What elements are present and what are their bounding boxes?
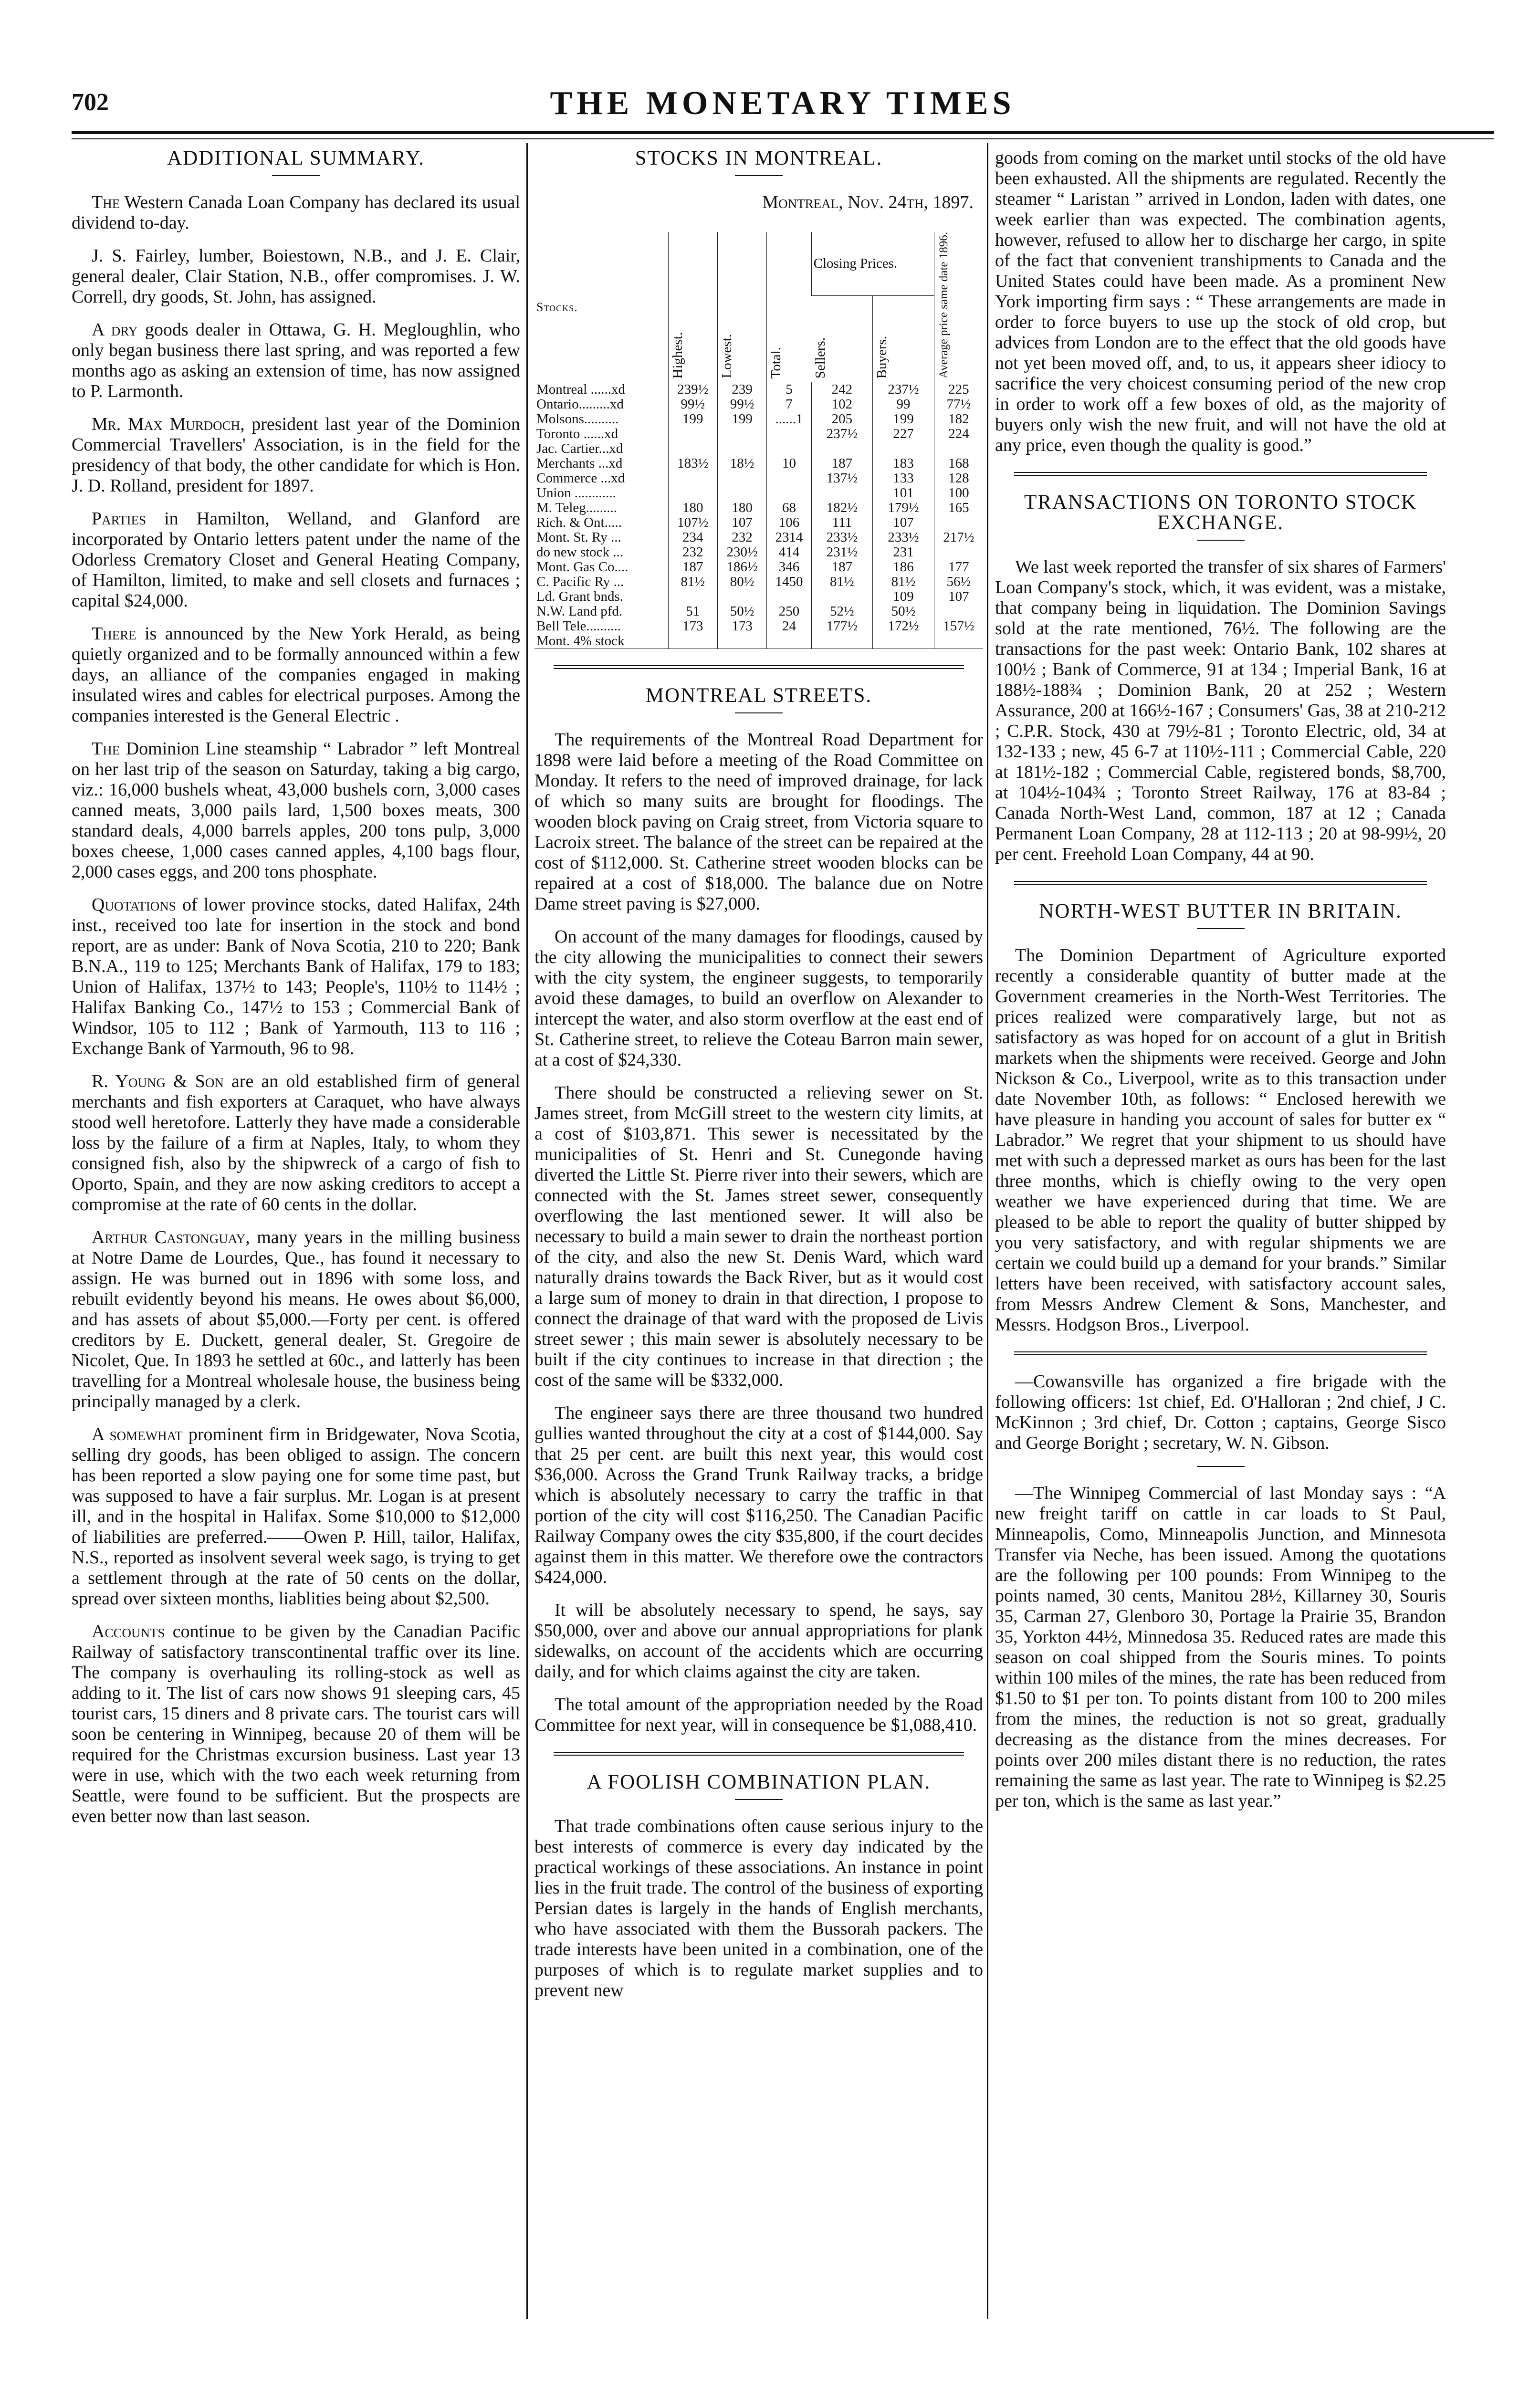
butter-paragraph: The Dominion Department of Agriculture exported recently a considerable quantity of butter made at the Government creameries in the North-West Territories. The prices realized were comparatively large, but not as satisfactory as was hoped for on account of a glut in British markets when the shipments were received. George and John Nickson & Co., Liverpool, write as to this transaction under date November 10th, as follows: “ Enclosed herewith we have pleasure in handing you account of sales for butter ex “ Labrador.” We regret that your shipment to us should have met with such a depressed market as ours has been for the last three months, which is chiefly owing to the very open weather we have experienced during that time. We are pleased to be able to report the quality of butter shipped by you very satisfactory, and with regular shipments we are certain we could build up a demand for your brands.” Similar letters have been received, with satisfactory account sales, from Messrs Andrew Clement & Sons, Manchester, and Messrs. Hodgson Bros., Liverpool. (995, 945, 1446, 1335)
stock-value-cell: 99 (873, 397, 934, 412)
stock-name-cell: Toronto ......xd (536, 426, 618, 442)
stock-name-cell: Ontario.........xd (536, 397, 624, 412)
stock-value-cell: 225 (934, 382, 983, 398)
additional-summary-heading: ADDITIONAL SUMMARY. (167, 147, 425, 169)
paragraph-text: J. S. Fairley, lumber, Boiestown, N.B., and J. E. Clair, general dealer, Clair Station, N.B., offer compromises. J. W. Correll, dry goods, St. John, has assigned. (72, 246, 520, 307)
streets-paragraph: There should be constructed a relieving sewer on St. James street, from McGill street to the western city limits, at a cost of $103,871. This sewer is necessitated by the municipalities of St. Henri and St. Cunegonde having diverted the Little St. Pierre river into their sewers, which are connected with the St. James street sewer, consequently overflowing the last mentioned sewer. It will also be necessary to build a main sewer to drain the northeast portion of the city, and also the new St. Denis Ward, which ward naturally drains towards the Back River, but as it would cost a large sum of money to drain in that direction, I propose to connect the drainage of that ward with the proposed de Livis street sewer ; this main sewer is absolutely necessary to be built if the city continues to increase in that direction ; the cost of the same will be $332,000. (534, 1083, 983, 1391)
closing-prices-header: Closing Prices. (811, 232, 934, 296)
stock-value-cell: 233½ (811, 530, 873, 545)
stock-value-cell: 111 (811, 515, 873, 530)
stock-value-cell: 179½ (873, 501, 934, 515)
average-label: Average price same date 1896. (937, 232, 950, 379)
stock-value-cell: 106 (767, 515, 811, 530)
stock-value-cell: 24 (767, 619, 811, 634)
stock-value-cell: 107½ (668, 515, 717, 530)
paragraph-lead: Mr. Max Murdoch, (92, 414, 245, 434)
stock-value-cell: 173 (717, 619, 766, 634)
stock-row (534, 634, 983, 649)
summary-paragraph-5 (72, 624, 520, 726)
additional-summary-body (72, 192, 520, 1827)
paragraph-text: goods dealer in Ottawa, G. H. Megloughlin, who only began business there last spring, and was reported a few months ago as asking an extension of time, has now assigned to P. Larmonth. (72, 320, 520, 401)
paragraph-text: president last year of the Dominion Commercial Travellers' Association, is in the field for the presidency of that body, the other candidate for which is Hon. J. D. Rolland, president for 1897. (72, 414, 520, 496)
stock-value-cell: 2314 (767, 530, 811, 545)
stock-name-cell: Commerce ...xd (536, 471, 625, 486)
stock-value-cell (668, 486, 717, 501)
stock-value-cell (767, 486, 811, 501)
stock-row (534, 501, 983, 515)
stock-value-cell (717, 441, 766, 456)
stock-value-cell (717, 589, 766, 604)
stock-value-cell: 239½ (668, 382, 717, 398)
highest-label: Highest. (670, 332, 685, 379)
stock-value-cell: 81½ (873, 575, 934, 589)
stock-value-cell: 51 (668, 604, 717, 619)
summary-paragraph-3 (72, 414, 520, 496)
average-column-header (934, 232, 983, 382)
streets-paragraph: It will be absolutely necessary to spend, he says, say $50,000, over and above our annual appropriations for plank sidewalks, on account of the accidents which are occurring daily, and for which claims against the city are taken. (534, 1600, 983, 1682)
stock-row (534, 427, 983, 441)
lowest-label: Lowest. (719, 334, 734, 379)
buyers-column-header (873, 296, 934, 382)
summary-paragraph-9 (72, 1227, 520, 1412)
foolish-paragraph: That trade combinations often cause serious injury to the best interests of commerce is every day indicated by the practical workings of these associations. An instance in point lies in the fruit trade. The control of the business of exporting Persian dates is largely in the hands of English merchants, who have associated with them the Bussorah packers. The trade interests have been united in a combination, one of the purposes of which is to regulate market supplies and to prevent new (534, 1816, 983, 2001)
stock-value-cell: 5 (767, 382, 811, 398)
northwest-butter-body (995, 945, 1446, 1335)
page-number: 702 (72, 89, 109, 116)
journal-title: THE MONETARY TIMES (550, 85, 1016, 122)
section-rule (1014, 1351, 1427, 1352)
column-divider-2 (987, 143, 988, 2319)
stock-name-cell: Montreal ......xd (536, 382, 626, 398)
stock-value-cell: 81½ (811, 575, 873, 589)
stock-value-cell (873, 634, 934, 649)
stock-name-cell: M. Teleg......... (536, 500, 618, 516)
stock-row (534, 560, 983, 575)
stock-name-cell: Bell Tele.......... (536, 618, 621, 634)
stock-value-cell: 133 (873, 471, 934, 486)
streets-paragraph: The total amount of the appropriation needed by the Road Committee for next year, will in consequence be $1,088,410. (534, 1695, 983, 1736)
toronto-paragraph: We last week reported the transfer of six shares of Farmers' Loan Company's stock, which, it was evident, was a mistake, that company being in liquidation. The Dominion Savings sold at the rate mentioned, 76½. The following are the transactions for the past week: Ontario Bank, 102 shares at 100½ ; Bank of Commerce, 91 at 134 ; Imperial Bank, 16 at 188½-188¾ ; Dominion Bank, 20 at 252 ; Western Assurance, 200 at 166½-167 ; Consumers' Gas, 38 at 210-212 ; C.P.R. Stock, 430 at 79½-81 ; Toronto Electric, old, 34 at 132-133 ; new, 45 6-7 at 110½-111 ; Commercial Cable, 220 at 181½-182 ; Commercial Cable, registered bonds, $8,700, at 104½-104¾ ; Toronto Street Railway, 176 at 83-84 ; Canada North-West Land, common, 187 at 12 ; Canada Permanent Loan Company, 28 at 112-113 ; 20 at 98-99½, 20 per cent. Freehold Loan Company, 44 at 90. (995, 557, 1446, 864)
stock-value-cell: 165 (934, 501, 983, 515)
stock-value-cell: 102 (811, 397, 873, 412)
section-rule (1014, 884, 1427, 885)
stock-value-cell (811, 634, 873, 649)
sellers-label: Sellers. (813, 337, 828, 379)
stock-value-cell (668, 427, 717, 441)
column-3 (995, 148, 1446, 1824)
buyers-label: Buyers. (874, 335, 890, 379)
paragraph-lead: Parties (92, 509, 147, 529)
paragraph-lead: A somewhat (92, 1424, 183, 1444)
montreal-streets-heading: MONTREAL STREETS. (645, 684, 872, 707)
stock-value-cell: 100 (934, 486, 983, 501)
stock-value-cell: 217½ (934, 530, 983, 545)
toronto-exchange-heading: TRANSACTIONS ON TORONTO STOCK EXCHANGE. (1024, 491, 1417, 534)
stock-value-cell (811, 589, 873, 604)
stock-value-cell: 50½ (873, 604, 934, 619)
stock-value-cell (668, 634, 717, 649)
winnipeg-item: —The Winnipeg Commercial of last Monday says : “A new freight tariff on cattle in car loads to St Paul, Minneapolis, Como, Minneapolis Junction, and Minnesota Transfer via Neche, has been issued. Among the quotations are the following per 100 pounds: From Winnipeg to the points named, 30 cents, Manitou 28½, Killarney 30, Souris 35, Carman 27, Glenboro 30, Portage la Prairie 35, Brandon 35, Yorkton 44½, Minnedosa 35. Reduced rates are made this season on coal shipped from the Souris mines. To points within 100 miles of the mines, the rate has been reduced from $1.50 to $1 per ton. To points distant from 100 to 200 miles from the mines, the reduction is not so great, gradually decreasing as the distance from the mines decreases. For points over 200 miles distant there is no reduction, the rates remaining the same as last year. The rate to Winnipeg is $2.25 per ton, which is the same as last year.” (995, 1483, 1446, 1811)
stock-row (534, 486, 983, 501)
stock-value-cell: 187 (811, 456, 873, 471)
stock-name-cell: N.W. Land pfd. (536, 604, 623, 619)
stocks-label: Stocks. (536, 300, 578, 314)
stock-name-cell: Jac. Cartier...xd (536, 441, 623, 457)
summary-paragraph-11 (72, 1622, 520, 1827)
stock-value-cell: 187 (811, 560, 873, 575)
summary-paragraph-8 (72, 1071, 520, 1215)
paragraph-text: are an old established firm of general merchants and fish exporters at Caraquet, who have always stood well heretofore. Latterly they have made a considerable loss by the failure of a firm at Naples, Italy, to whom they consigned fish, also by the shipwreck of a cargo of fish to Oporto, Spain, and they are now asking creditors to accept a compromise at the rate of 60 cents in the dollar. (72, 1071, 520, 1214)
paragraph-text: prominent firm in Bridgewater, Nova Scotia, selling dry goods, has been obliged to assign. The concern has been reported a slow paying one for some time past, but was supposed to have a fair surplus. Mr. Logan is at present ill, and in the hospital in Halifax. Some $10,000 to $12,000 of liabilities are preferred.——Owen P. Hill, tailor, Halifax, N.S., reported as insolvent several week sago, is trying to get a settlement through at the rate of 50 cents on the dollar, spread over sixteen months, liablities being about $2,500. (72, 1424, 520, 1609)
stocks-heading: STOCKS IN MONTREAL. (635, 147, 883, 169)
stock-value-cell (668, 441, 717, 456)
stock-value-cell: 233½ (873, 530, 934, 545)
stock-value-cell: 109 (873, 589, 934, 604)
stock-value-cell: 186 (873, 560, 934, 575)
section-rule (554, 665, 964, 666)
toronto-exchange-body (995, 557, 1446, 865)
section-rule (1014, 475, 1427, 476)
section-rule (1014, 472, 1427, 473)
stock-row (534, 530, 983, 545)
stock-name-cell: Ld. Grant bnds. (536, 589, 624, 605)
paragraph-lead: R. Young & Son (92, 1071, 224, 1091)
stock-value-cell: 199 (668, 412, 717, 427)
stock-value-cell (717, 471, 766, 486)
stock-value-cell: 101 (873, 486, 934, 501)
summary-paragraph-0 (72, 192, 520, 233)
foolish-combination-body (534, 1816, 983, 2001)
foolish-combination-heading: A FOOLISH COMBINATION PLAN. (587, 1771, 931, 1794)
stock-value-cell (811, 441, 873, 456)
stock-value-cell: 172½ (873, 619, 934, 634)
stock-value-cell: 52½ (811, 604, 873, 619)
total-column-header (767, 232, 811, 382)
stock-value-cell: 182 (934, 412, 983, 427)
stock-row (534, 545, 983, 560)
total-label: Total. (768, 346, 784, 379)
cowansville-item: —Cowansville has organized a fire brigade with the following officers: 1st chief, Ed. O'Halloran ; 2nd chief, J C. McKinnon ; 3rd chief, Dr. Cotton ; captains, George Sisco and George Boright ; secretary, W. N. Gibson. (995, 1371, 1446, 1453)
stock-value-cell (811, 486, 873, 501)
masthead (72, 85, 1494, 126)
stock-value-cell: 7 (767, 397, 811, 412)
stock-value-cell: 230½ (717, 545, 766, 560)
stock-value-cell (934, 604, 983, 619)
heading-dash (735, 1799, 783, 1800)
section-rule (554, 668, 964, 669)
stock-name-cell: Mont. 4% stock (534, 634, 668, 649)
summary-paragraph-6 (72, 739, 520, 882)
stocks-column-header (534, 232, 668, 382)
stock-value-cell: 234 (668, 530, 717, 545)
paragraph-text: continue to be given by the Canadian Pacific Railway of satisfactory transcontinental traffic over its line. The company is overhauling its rolling-stock as well as adding to it. The list of cars now shows 91 sleeping cars, 45 tourist cars, 15 diners and 8 private cars. The tourist cars will soon be centering in Winnipeg, because 20 of them will be required for the Christmas excursion business. Last year 13 were in use, which with the two each week returning from Seattle, were found to be sufficient. But the prospects are even better now than last season. (72, 1622, 520, 1826)
sellers-column-header (811, 296, 873, 382)
stock-value-cell: 50½ (717, 604, 766, 619)
stock-value-cell (767, 589, 811, 604)
paragraph-lead: Accounts (92, 1622, 165, 1642)
paragraph-lead: Arthur Castonguay, (92, 1227, 250, 1247)
stock-value-cell (717, 634, 766, 649)
stock-value-cell: 187 (668, 560, 717, 575)
foolish-continued-paragraph: goods from coming on the market until stocks of the old have been exhausted. All the shipments are regulated. Recently the steamer “ Laristan ” arrived in London, laden with dates, one week earlier than was expected. The combination agents, however, refused to allow her to discharge her cargo, in spite of the fact that convenient transhipments to Canada and the United States could have been made. As a prominent New York importing firm says : “ These arrangements are made in order to force buyers to use up the stock of old crop, but advices from London are to the effect that the old goods have not yet been moved off, and, to us, it appears sheer idiocy to sacrifice the very choicest consuming period of the new crop in order to work off a few boxes of old, as the majority of buyers only wish the new fruit, and will not have the old at any price, even though the quality is good.” (995, 148, 1446, 455)
stock-value-cell: 177 (934, 560, 983, 575)
streets-paragraph: The engineer says there are three thousand two hundred gullies wanted throughout the city at a cost of $144,000. Say that 25 per cent. are built this next year, this would cost $36,000. Across the Grand Trunk Railway tracks, a bridge which is absolutely necessary to carry the traffic in that portion of the city will cost $116,250. The Canadian Pacific Railway Company owes the city $35,800, if the court decides against them in this matter. We therefore owe the contractors $424,000. (534, 1403, 983, 1588)
stock-value-cell (934, 441, 983, 456)
section-rule (554, 1755, 964, 1756)
stock-value-cell: 56½ (934, 575, 983, 589)
stock-value-cell (934, 634, 983, 649)
section-rule (1014, 881, 1427, 882)
heading-dash (1197, 540, 1245, 541)
stock-row (534, 471, 983, 486)
stock-value-cell: 224 (934, 427, 983, 441)
highest-column-header (668, 232, 717, 382)
stock-value-cell (717, 427, 766, 441)
stock-value-cell: ......1 (767, 412, 811, 427)
stocks-table (534, 232, 983, 649)
paragraph-lead: The (92, 739, 120, 759)
stock-value-cell: 182½ (811, 501, 873, 515)
stock-name-cell: Merchants ...xd (536, 456, 623, 471)
summary-paragraph-2 (72, 320, 520, 402)
stock-value-cell: 128 (934, 471, 983, 486)
stock-value-cell: 173 (668, 619, 717, 634)
stock-value-cell (767, 427, 811, 441)
stocks-table-body (534, 382, 983, 649)
stock-row (534, 619, 983, 634)
stock-name-cell: do new stock ... (536, 544, 624, 560)
stock-value-cell: 81½ (668, 575, 717, 589)
stock-value-cell: 242 (811, 382, 873, 398)
stock-value-cell: 227 (873, 427, 934, 441)
paragraph-text: Dominion Line steamship “ Labrador ” left Montreal on her last trip of the season on Saturday, taking a big cargo, viz.: 16,000 bushels wheat, 43,000 bushels corn, 3,000 cases canned meats, 3,000 pails lard, 1,500 boxes meats, 300 standard deals, 4,000 barrels apples, 200 tons pulp, 3,000 boxes cheese, 1,000 cases canned apples, 4,100 bags flour, 2,000 cases eggs, and 200 tons phosphate. (72, 739, 520, 882)
stock-row (534, 441, 983, 456)
stock-row (534, 515, 983, 530)
heading-dash (735, 175, 783, 176)
column-1 (72, 148, 520, 1839)
paragraph-text: Western Canada Loan Company has declared its usual dividend to-day. (72, 192, 520, 233)
stock-name-cell: Mont. Gas Co.... (536, 559, 629, 575)
stock-value-cell: 186½ (717, 560, 766, 575)
stock-value-cell: 237½ (873, 382, 934, 398)
summary-paragraph-10 (72, 1424, 520, 1609)
stock-value-cell: 183½ (668, 456, 717, 471)
stock-name-cell: Rich. & Ont..... (536, 515, 622, 531)
stock-name-cell: Mont. St. Ry ... (536, 530, 621, 545)
stock-row (534, 589, 983, 604)
stock-value-cell: 10 (767, 456, 811, 471)
stock-value-cell (767, 634, 811, 649)
stock-value-cell: 231½ (811, 545, 873, 560)
stock-value-cell: 250 (767, 604, 811, 619)
stock-name-cell: Molsons.......... (536, 411, 619, 427)
stock-value-cell: 99½ (668, 397, 717, 412)
stock-value-cell: 180 (668, 501, 717, 515)
stock-value-cell: 168 (934, 456, 983, 471)
northwest-butter-heading: NORTH-WEST BUTTER IN BRITAIN. (1039, 900, 1402, 922)
stock-row (534, 604, 983, 619)
stock-value-cell: 180 (717, 501, 766, 515)
heading-dash (735, 712, 783, 713)
stock-value-cell (934, 545, 983, 560)
stock-value-cell (668, 471, 717, 486)
stock-value-cell (717, 486, 766, 501)
stock-value-cell: 232 (668, 545, 717, 560)
stock-row (534, 575, 983, 589)
stock-value-cell: 183 (873, 456, 934, 471)
summary-paragraph-4 (72, 509, 520, 611)
stock-value-cell: 80½ (717, 575, 766, 589)
paragraph-lead: Quotations (92, 895, 176, 915)
stock-name-cell: C. Pacific Ry ... (536, 574, 624, 590)
stock-value-cell: 137½ (811, 471, 873, 486)
stock-row (534, 397, 983, 412)
streets-paragraph: On account of the many damages for floodings, caused by the city allowing the municipalities to connect their sewers with the city system, the engineer suggests, to temporarily avoid these damages, to build an overflow on Alexander to intercept the water, and also storm overflow at the east end of St. Catherine street, to relieve the Coteau Barron main sewer, at a cost of $24,330. (534, 927, 983, 1070)
stock-value-cell: 346 (767, 560, 811, 575)
heading-dash (272, 175, 320, 176)
summary-paragraph-7 (72, 895, 520, 1059)
section-rule (1014, 1354, 1427, 1355)
streets-paragraph: The requirements of the Montreal Road Department for 1898 were laid before a meeting of the Road Committee on Monday. It refers to the need of improved drainage, for lack of which so many suits are brought for floodings. The wooden block paving on Craig street, from Victoria square to Lacroix street. The balance of the street can be repaired at the cost of $112,000. St. Catherine street wooden blocks can be repaired at a cost of $18,000. The balance due on Notre Dame street paving is $27,000. (534, 730, 983, 914)
stock-value-cell: 232 (717, 530, 766, 545)
stock-row (534, 382, 983, 398)
masthead-rule-thick (72, 131, 1494, 134)
stock-value-cell (767, 471, 811, 486)
column-2 (534, 148, 983, 2013)
column-divider-1 (526, 143, 528, 2319)
paragraph-text: is announced by the New York Herald, as being quietly organized and to be formally announced within a few days, an alliance of the companies engaged in making insulated wires and cables for electrical purposes. Among the companies interested is the General Electric . (72, 624, 520, 726)
stock-value-cell: 239 (717, 382, 766, 398)
stock-row (534, 456, 983, 471)
paragraph-lead: The (92, 192, 120, 212)
stock-value-cell: 199 (873, 412, 934, 427)
stock-value-cell: 18½ (717, 456, 766, 471)
stock-value-cell: 107 (934, 589, 983, 604)
paragraph-lead: A dry (92, 320, 138, 340)
paragraph-text: many years in the milling business at Notre Dame de Lourdes, Que., has found it necessary to assign. He was burned out in 1896 with some loss, and rebuilt evidently beyond his means. He owes about $6,000, and has assets of about $5,000.—Forty per cent. is offered creditors by E. Duckett, general dealer, St. Gregoire de Nicolet, Que. In 1893 he settled at 60c., and latterly has been travelling for a Montreal wholesale house, the business being principally managed by a clerk. (72, 1227, 520, 1412)
stock-value-cell: 77½ (934, 397, 983, 412)
stock-value-cell (767, 441, 811, 456)
stock-value-cell: 68 (767, 501, 811, 515)
montreal-streets-body (534, 730, 983, 1736)
stock-value-cell (873, 441, 934, 456)
stock-value-cell: 231 (873, 545, 934, 560)
stock-name-cell: Union ............ (536, 485, 616, 501)
stocks-dateline: Montreal, Nov. 24th, 1897. (762, 192, 974, 212)
stock-value-cell: 107 (873, 515, 934, 530)
stock-value-cell: 157½ (934, 619, 983, 634)
stock-value-cell: 177½ (811, 619, 873, 634)
stock-value-cell: 1450 (767, 575, 811, 589)
stock-value-cell (668, 589, 717, 604)
stock-value-cell: 107 (717, 515, 766, 530)
stock-value-cell: 414 (767, 545, 811, 560)
section-rule (554, 1752, 964, 1753)
lowest-column-header (717, 232, 766, 382)
summary-paragraph-1 (72, 246, 520, 307)
stock-value-cell: 199 (717, 412, 766, 427)
paragraph-text: in Hamilton, Welland, and Glanford are incorporated by Ontario letters patent under the name of the Odorless Crematory Closet and General Heating Company, of Hamilton, limited, to make and sell closets and furnaces ; capital $24,000. (72, 509, 520, 611)
paragraph-text: of lower province stocks, dated Halifax, 24th inst., received too late for insertion in the stock and bond report, are as under: Bank of Nova Scotia, 210 to 220; Bank B.N.A., 119 to 125; Merchants Bank of Halifax, 179 to 183; Union of Halifax, 137½ to 143; People's, 110½ to 114½ ; Halifax Banking Co., 147½ to 153 ; Commercial Bank of Windsor, 105 to 112 ; Bank of Yarmouth, 113 to 116 ; Exchange Bank of Yarmouth, 96 to 98. (72, 895, 520, 1058)
masthead-rule-thin (72, 138, 1494, 139)
stock-value-cell: 205 (811, 412, 873, 427)
item-dash (1197, 1466, 1245, 1467)
heading-dash (1197, 928, 1245, 929)
paragraph-lead: There (92, 624, 136, 644)
stock-row (534, 412, 983, 427)
stock-value-cell: 99½ (717, 397, 766, 412)
stock-value-cell: 237½ (811, 427, 873, 441)
stock-value-cell (934, 515, 983, 530)
